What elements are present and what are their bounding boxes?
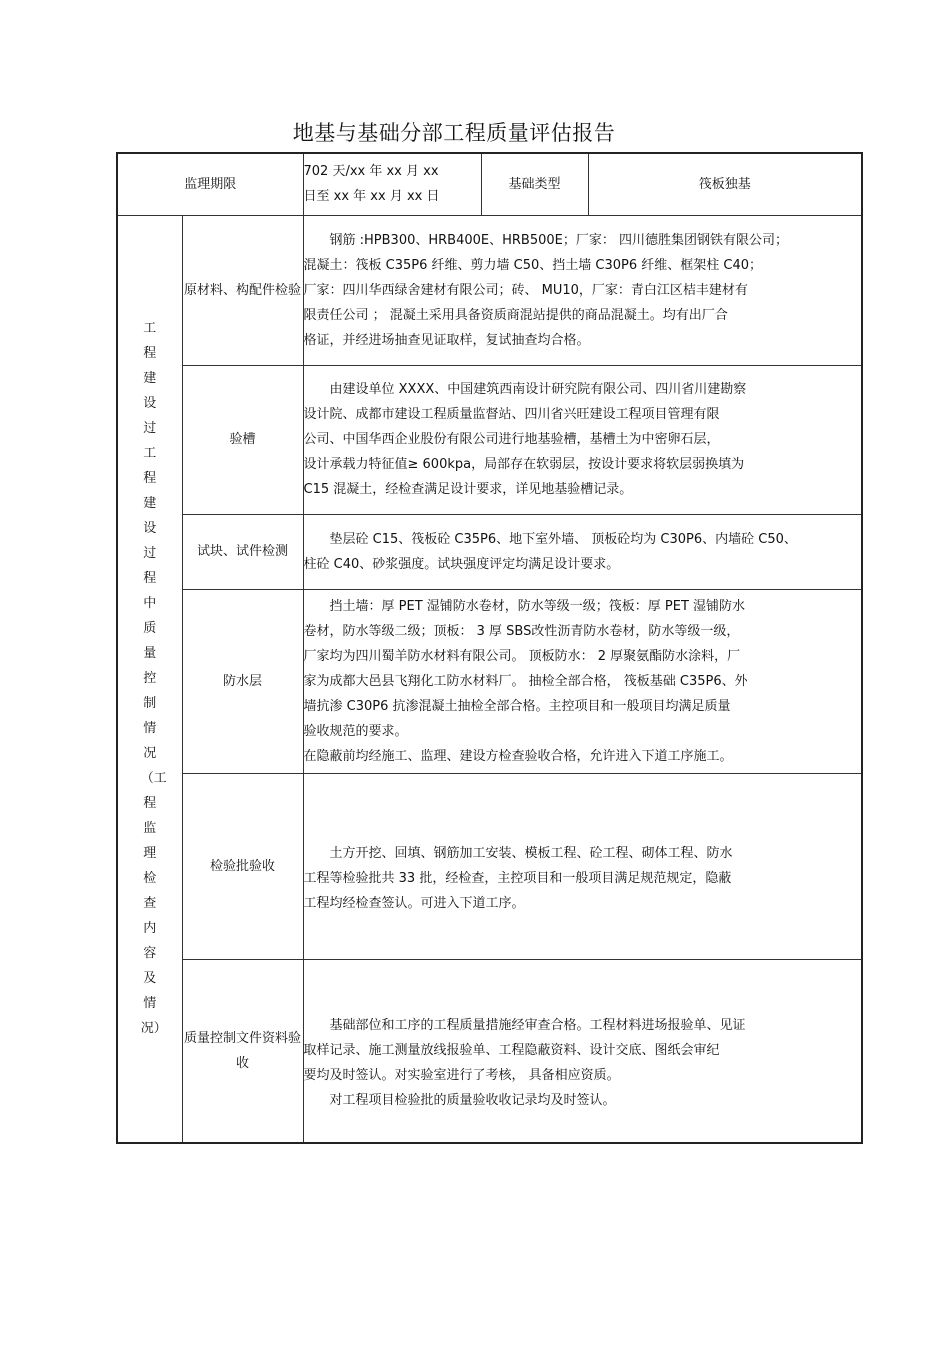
content-line: 厂家均为四川蜀羊防水材料有限公司。 顶板防水： 2 厚聚氨酯防水涂料，厂	[303, 648, 741, 664]
page-title: 地基与基础分部工程质量评估报告	[292, 121, 616, 145]
content-line: 取样记录、施工测量放线报验单、工程隐蔽资料、设计交底、图纸会审纪	[303, 1042, 720, 1058]
content-line: C15 混凝土，经检查满足设计要求，详见地基验槽记录。	[303, 482, 633, 497]
section-row-batch-acceptance	[117, 773, 862, 959]
content-line: 对工程项目检验批的质量验收收记录均及时签认。	[329, 1092, 616, 1108]
section-content	[303, 773, 862, 959]
content-line: 土方开挖、回填、钢筋加工安装、模板工程、砼工程、砌体工程、防水	[329, 845, 733, 861]
section-content	[303, 514, 862, 589]
side-label-text: 工程建设过工程建设过程中质量控制情况（工程监理检查内容及情况）	[140, 321, 167, 1037]
section-label: 验槽	[182, 365, 303, 514]
content-line: 在隐蔽前均经施工、监理、建设方检查验收合格，允许进入下道工序施工。	[303, 748, 733, 764]
section-label: 检验批验收	[182, 773, 303, 959]
section-row-materials	[117, 215, 862, 365]
section-label: 质量控制文件资料验收	[182, 959, 303, 1143]
section-label: 防水层	[182, 589, 303, 773]
content-line: 公司、中国华西企业股份有限公司进行地基验槽，基槽土为中密卵石层，	[303, 432, 720, 447]
section-content	[303, 589, 862, 773]
section-content	[303, 365, 862, 514]
content-line: 要均及时签认。对实验室进行了考核， 具备相应资质。	[303, 1067, 620, 1083]
content-line: 墙抗渗 C30P6 抗渗混凝土抽检全部合格。主控项目和一般项目均满足质量	[303, 698, 731, 714]
section-content	[303, 215, 862, 365]
section-row-documents	[117, 959, 862, 1143]
content-line: 验收规范的要求。	[303, 723, 408, 739]
section-row-tests	[117, 514, 862, 589]
period-value-line2: 日至 xx 年 xx 月 xx 日	[303, 189, 440, 205]
content-line: 由建设单位 XXXX、中国建筑西南设计研究院有限公司、四川省川建勘察	[329, 382, 747, 397]
content-line: 垫层砼 C15、筏板砼 C35P6、地下室外墙、 顶板砼均为 C30P6、内墙砼 C50、	[329, 531, 797, 547]
side-label	[117, 215, 182, 1143]
content-line: 设计承载力特征值≥ 600kpa，局部存在软弱层，按设计要求将软层弱换填为	[303, 457, 745, 472]
section-label: 原材料、构配件检验	[182, 215, 303, 365]
content-line: 挡土墙：厚 PET 湿铺防水卷材，防水等级一级；筏板：厚 PET 湿铺防水	[329, 598, 746, 614]
section-row-inspection	[117, 365, 862, 514]
header-row	[117, 153, 862, 215]
content-line: 混凝土：筏板 C35P6 纤维、剪力墙 C50、挡土墙 C30P6 纤维、框架柱 C40；	[303, 257, 763, 273]
content-line: 工程均经检查签认。可进入下道工序。	[303, 895, 525, 911]
period-value-line1: 702 天/xx 年 xx 月 xx	[303, 164, 439, 180]
foundation-type-value: 筏板独基	[588, 153, 862, 215]
period-value	[303, 153, 481, 215]
period-label: 监理期限	[117, 153, 303, 215]
content-line: 格证，并经进场抽查见证取样，复试抽查均合格。	[303, 332, 590, 348]
content-line: 钢筋 :HPB300、HRB400E、HRB500E；厂家： 四川德胜集团钢铁有限公司；	[329, 232, 789, 248]
content-line: 厂家：四川华西绿舍建材有限公司；砖、 MU10，厂家：青白江区桔丰建材有	[303, 282, 748, 298]
content-line: 家为成都大邑县飞翔化工防水材料厂。 抽检全部合格， 筏板基础 C35P6、外	[303, 673, 748, 689]
content-line: 设计院、成都市建设工程质量监督站、四川省兴旺建设工程项目管理有限	[303, 407, 720, 422]
content-line: 柱砼 C40、砂浆强度。试块强度评定均满足设计要求。	[303, 556, 620, 572]
report-table	[116, 152, 863, 1144]
foundation-type-label: 基础类型	[481, 153, 588, 215]
section-row-waterproof	[117, 589, 862, 773]
section-content	[303, 959, 862, 1143]
section-label: 试块、试件检测	[182, 514, 303, 589]
content-line: 工程等检验批共 33 批，经检查，主控项目和一般项目满足规范规定，隐蔽	[303, 870, 732, 886]
content-line: 限责任公司 ； 混凝土采用具备资质商混站提供的商品混凝土。均有出厂合	[303, 307, 728, 323]
content-line: 卷材，防水等级二级；顶板： 3 厚 SBS改性沥青防水卷材，防水等级一级，	[303, 623, 740, 639]
content-line: 基础部位和工序的工程质量措施经审查合格。工程材料进场报验单、见证	[329, 1017, 746, 1033]
